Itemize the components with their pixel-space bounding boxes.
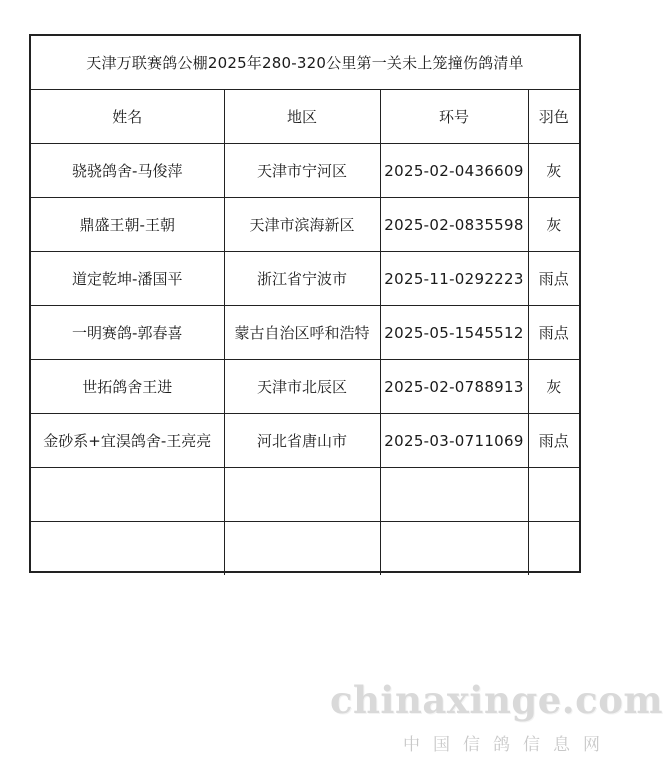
cell-color: 雨点 [528, 252, 579, 306]
document-title: 天津万联赛鸽公棚2025年280-320公里第一关未上笼撞伤鸽清单 [31, 36, 579, 90]
empty-cell [224, 522, 380, 576]
empty-table-row [31, 468, 579, 522]
cell-name: 鼎盛王朝-王朝 [31, 198, 224, 252]
empty-cell [528, 522, 579, 576]
empty-table-row [31, 522, 579, 576]
cell-ring: 2025-11-0292223 [380, 252, 528, 306]
table-row [31, 252, 579, 306]
cell-name: 世拓鸽舍王进 [31, 360, 224, 414]
cell-region: 天津市宁河区 [224, 144, 380, 198]
cell-color: 雨点 [528, 306, 579, 360]
title-row [31, 36, 579, 90]
empty-cell [380, 468, 528, 522]
cell-color: 雨点 [528, 414, 579, 468]
cell-region: 浙江省宁波市 [224, 252, 380, 306]
cell-name: 金砂系+宜淏鸽舍-王亮亮 [31, 414, 224, 468]
site-watermark [330, 678, 663, 755]
watermark-site-name: 中国信鸽信息网 [403, 735, 613, 755]
cell-color: 灰 [528, 360, 579, 414]
empty-cell [31, 468, 224, 522]
cell-ring: 2025-05-1545512 [380, 306, 528, 360]
table-row [31, 414, 579, 468]
column-header-region: 地区 [224, 90, 380, 144]
cell-name: 一明赛鸽-郭春喜 [31, 306, 224, 360]
cell-ring: 2025-03-0711069 [380, 414, 528, 468]
cell-name: 道定乾坤-潘国平 [31, 252, 224, 306]
cell-ring: 2025-02-0788913 [380, 360, 528, 414]
table-row [31, 360, 579, 414]
table-row [31, 144, 579, 198]
empty-cell [380, 522, 528, 576]
column-header-name: 姓名 [31, 90, 224, 144]
injured-pigeon-table [31, 36, 579, 575]
cell-region: 天津市滨海新区 [224, 198, 380, 252]
cell-region: 河北省唐山市 [224, 414, 380, 468]
column-header-ring: 环号 [380, 90, 528, 144]
cell-color: 灰 [528, 144, 579, 198]
column-header-color: 羽色 [528, 90, 579, 144]
header-row [31, 90, 579, 144]
cell-ring: 2025-02-0436609 [380, 144, 528, 198]
table-row [31, 306, 579, 360]
empty-cell [528, 468, 579, 522]
watermark-domain: chinaxinge.com [330, 678, 663, 722]
cell-region: 天津市北辰区 [224, 360, 380, 414]
empty-cell [224, 468, 380, 522]
cell-ring: 2025-02-0835598 [380, 198, 528, 252]
cell-name: 骁骁鸽舍-马俊萍 [31, 144, 224, 198]
table-row [31, 198, 579, 252]
empty-cell [31, 522, 224, 576]
pigeon-list-document [29, 34, 581, 573]
cell-region: 蒙古自治区呼和浩特 [224, 306, 380, 360]
cell-color: 灰 [528, 198, 579, 252]
